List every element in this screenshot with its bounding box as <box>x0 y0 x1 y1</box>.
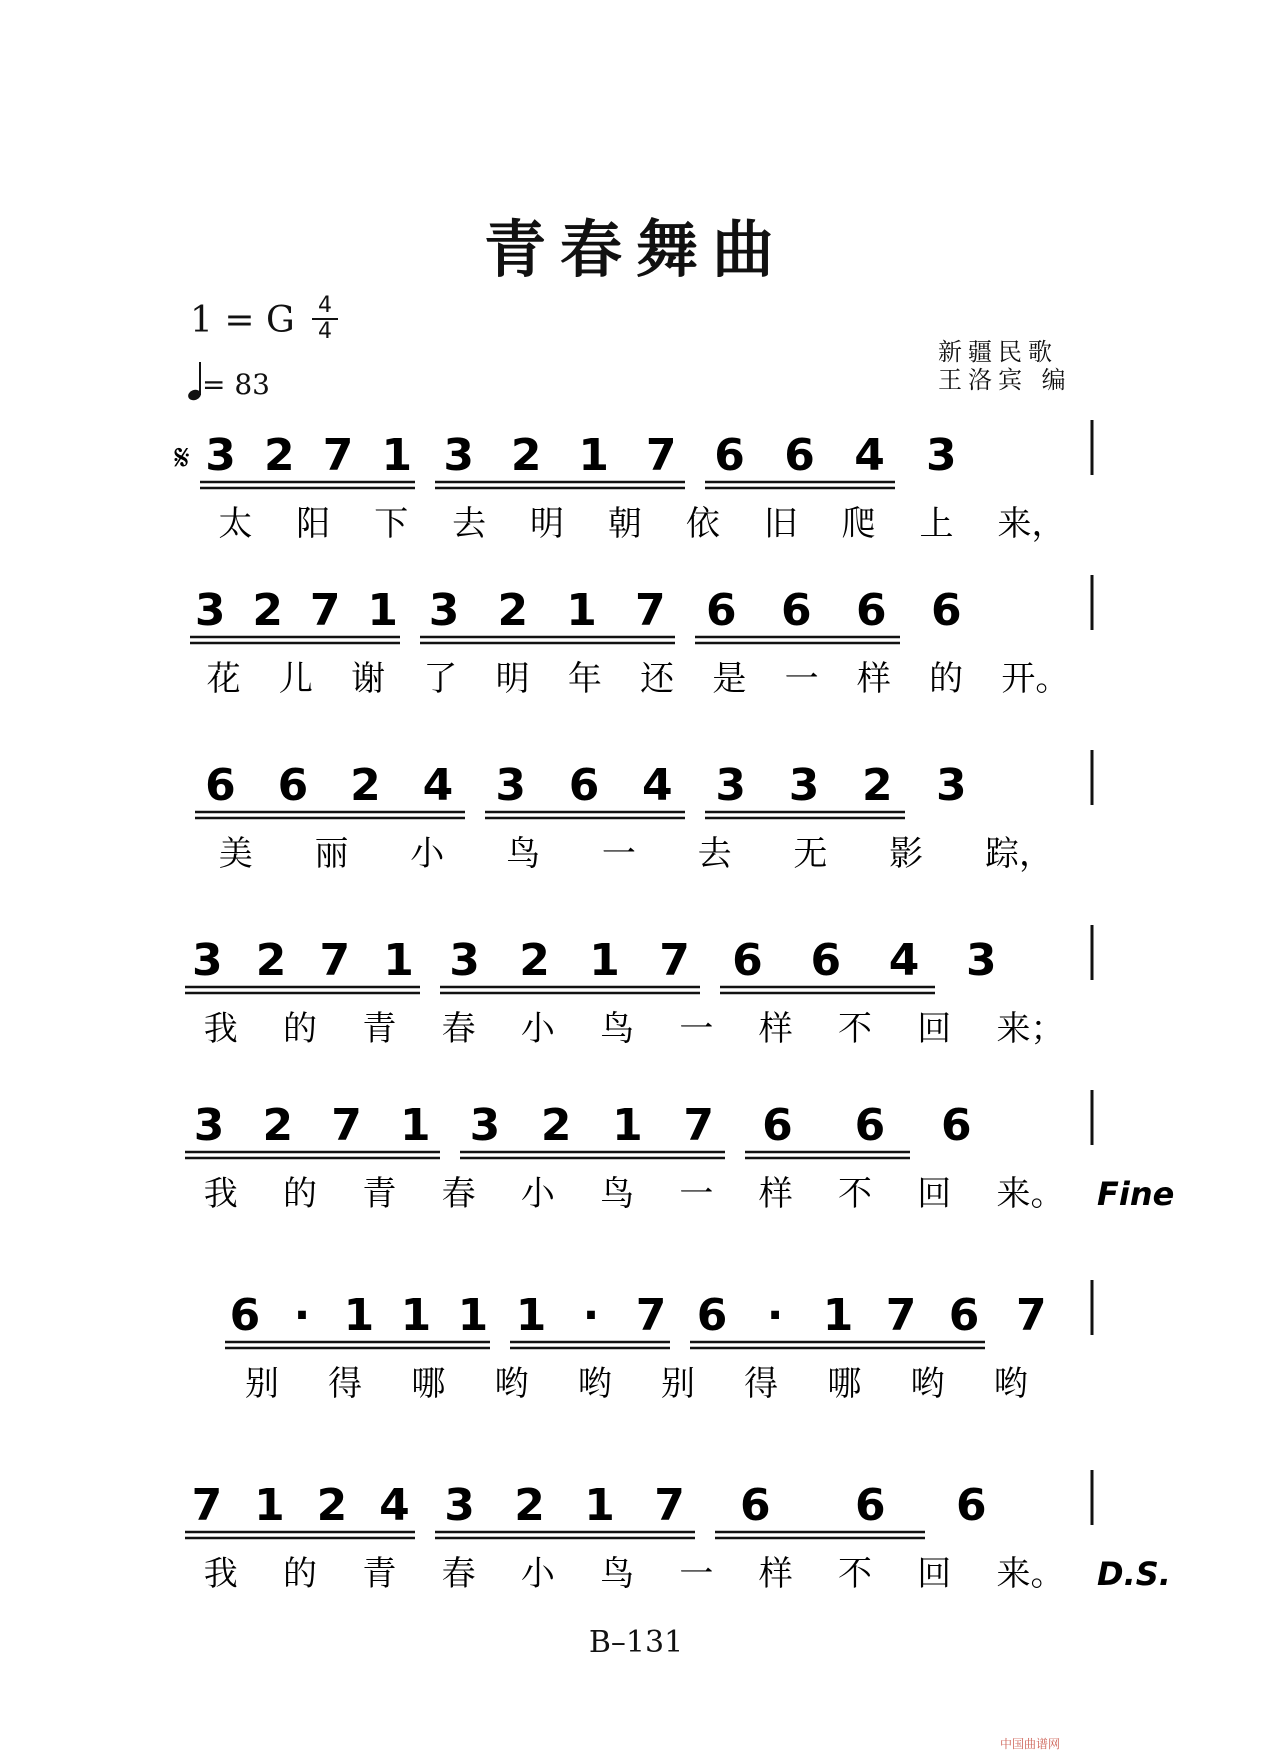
credit-arranger: 王洛宾 编 <box>938 366 1072 394</box>
lyric-r1-2: 谢 <box>351 659 386 699</box>
note-r1-m0-n3: 1 <box>367 585 398 636</box>
lyric-r0-3: 去 <box>452 504 487 544</box>
note-r0-m2-n0: 6 <box>714 430 745 481</box>
note-r4-m1-n1: 2 <box>540 1100 572 1151</box>
note-r5-m2-n1: · <box>766 1290 784 1341</box>
note-r4-m3-n0: 6 <box>940 1100 972 1151</box>
lyric-r6-0: 我 <box>203 1554 238 1594</box>
note-r0-m2-n1: 6 <box>784 430 815 481</box>
lyric-r3-6: 一 <box>679 1009 714 1049</box>
note-r0-m2-n2: 4 <box>854 430 885 481</box>
lyric-r2-8: 踪， <box>984 834 1053 874</box>
note-r2-m0-n1: 6 <box>277 760 309 811</box>
lyric-r1-7: 是 <box>712 659 747 699</box>
note-r4-m2-n0: 6 <box>762 1100 793 1151</box>
song-title: 青春舞曲 <box>483 213 788 286</box>
note-r3-m2-n2: 4 <box>888 935 920 986</box>
lyric-r1-6: 还 <box>640 659 675 699</box>
lyric-r0-4: 明 <box>530 504 565 544</box>
note-r4-m1-n3: 7 <box>683 1100 714 1151</box>
lyric-r1-0: 花 <box>206 659 241 699</box>
segno-icon: 𝄋 <box>174 438 190 479</box>
note-r1-m0-n0: 3 <box>194 585 226 636</box>
note-r5-m2-n4: 6 <box>948 1290 980 1341</box>
note-r1-m1-n0: 3 <box>428 585 460 636</box>
note-r5-m1-n0: 1 <box>515 1290 547 1341</box>
lyric-r5-7: 哪 <box>827 1364 862 1404</box>
note-r2-m0-n3: 4 <box>422 760 454 811</box>
note-r6-m2-n0: 6 <box>739 1480 771 1531</box>
lyric-r5-3: 哟 <box>494 1364 529 1404</box>
lyric-r6-7: 样 <box>758 1554 793 1594</box>
note-r4-m0-n1: 2 <box>262 1100 294 1151</box>
lyric-r0-9: 上 <box>919 504 954 544</box>
note-r0-m3-n0: 3 <box>925 430 957 481</box>
lyric-r3-5: 鸟 <box>600 1009 635 1049</box>
note-r4-m0-n0: 3 <box>193 1100 225 1151</box>
lyric-r2-4: 一 <box>601 834 636 874</box>
note-r2-m2-n2: 2 <box>862 760 893 811</box>
note-r3-m1-n0: 3 <box>449 935 480 986</box>
lyric-r3-0: 我 <box>203 1009 238 1049</box>
note-r0-m1-n0: 3 <box>443 430 474 481</box>
lyric-r4-7: 样 <box>758 1174 793 1214</box>
note-r1-m0-n2: 7 <box>309 585 341 636</box>
page-number: B–131 <box>588 1625 684 1660</box>
note-r4-m2-n1: 6 <box>854 1100 886 1151</box>
note-r5-m0-n3: 1 <box>400 1290 432 1341</box>
note-r3-m1-n1: 2 <box>519 935 550 986</box>
note-r1-m2-n2: 6 <box>855 585 887 636</box>
lyric-r6-6: 一 <box>679 1554 714 1594</box>
note-r3-m1-n3: 7 <box>659 935 690 986</box>
key-signature: 1 = G <box>190 300 295 341</box>
note-r4-m1-n0: 3 <box>469 1100 501 1151</box>
lyric-r0-8: 爬 <box>841 504 876 544</box>
lyric-r6-8: 不 <box>837 1554 872 1594</box>
lyric-r2-1: 丽 <box>314 834 349 874</box>
note-r3-m0-n2: 7 <box>319 935 351 986</box>
note-r6-m0-n0: 7 <box>191 1480 223 1531</box>
lyric-r4-4: 小 <box>520 1174 555 1214</box>
note-r1-m2-n1: 6 <box>780 585 812 636</box>
tempo-value: = 83 <box>202 368 270 401</box>
lyric-r0-2: 下 <box>374 504 409 544</box>
lyric-r1-3: 了 <box>423 659 458 699</box>
note-r0-m1-n2: 1 <box>578 430 609 481</box>
lyric-r0-7: 旧 <box>763 504 798 544</box>
note-r3-m1-n2: 1 <box>589 935 620 986</box>
lyric-r4-5: 鸟 <box>600 1174 635 1214</box>
lyric-r4-9: 回 <box>917 1174 952 1214</box>
lyric-r3-7: 样 <box>758 1009 793 1049</box>
note-r1-m2-n0: 6 <box>705 585 737 636</box>
lyric-r0-6: 依 <box>685 504 720 544</box>
note-r5-m1-n2: 7 <box>635 1290 667 1341</box>
lyric-r2-3: 鸟 <box>506 834 541 874</box>
end-mark-r6: D.S. <box>1097 1555 1171 1593</box>
lyric-r2-0: 美 <box>218 834 253 874</box>
note-r2-m1-n0: 3 <box>495 760 526 811</box>
note-r2-m1-n1: 6 <box>568 760 600 811</box>
lyric-r5-0: 别 <box>244 1364 279 1404</box>
lyric-r1-11: 开。 <box>1001 659 1070 699</box>
note-r3-m2-n0: 6 <box>732 935 763 986</box>
lyric-r0-0: 太 <box>218 504 253 544</box>
lyric-r3-1: 的 <box>283 1009 318 1049</box>
lyric-r3-4: 小 <box>520 1009 555 1049</box>
note-r0-m0-n0: 3 <box>205 430 236 481</box>
note-r3-m0-n0: 3 <box>192 935 223 986</box>
note-r0-m0-n3: 1 <box>381 430 413 481</box>
watermark: 中国曲谱网 <box>1000 1737 1061 1751</box>
note-r5-m0-n0: 6 <box>229 1290 261 1341</box>
lyric-r4-1: 的 <box>283 1174 318 1214</box>
note-r6-m0-n2: 2 <box>316 1480 348 1531</box>
note-r5-m1-n1: · <box>582 1290 600 1341</box>
lyric-r1-10: 的 <box>929 659 964 699</box>
note-r3-m0-n1: 2 <box>255 935 287 986</box>
note-r2-m0-n2: 2 <box>350 760 381 811</box>
note-r0-m0-n1: 2 <box>264 430 295 481</box>
note-r6-m1-n3: 7 <box>654 1480 685 1531</box>
lyric-r3-8: 不 <box>837 1009 872 1049</box>
note-r6-m1-n2: 1 <box>584 1480 615 1531</box>
lyric-r6-2: 青 <box>362 1554 397 1594</box>
note-r3-m2-n1: 6 <box>810 935 842 986</box>
time-signature-bottom: 4 <box>318 319 332 344</box>
note-r1-m1-n2: 1 <box>566 585 597 636</box>
note-r3-m0-n3: 1 <box>383 935 414 986</box>
note-r6-m1-n1: 2 <box>514 1480 545 1531</box>
note-r6-m0-n3: 4 <box>379 1480 410 1531</box>
note-r3-m3-n0: 3 <box>965 935 997 986</box>
lyric-r6-10: 来。 <box>996 1554 1065 1594</box>
lyric-r6-3: 春 <box>441 1554 476 1594</box>
lyric-r1-1: 儿 <box>278 659 313 699</box>
time-signature-top: 4 <box>318 293 332 318</box>
note-r2-m2-n0: 3 <box>715 760 746 811</box>
note-r2-m1-n2: 4 <box>642 760 673 811</box>
note-r1-m1-n1: 2 <box>497 585 529 636</box>
note-r5-m2-n2: 1 <box>822 1290 854 1341</box>
lyric-r0-1: 阳 <box>296 504 331 544</box>
lyric-r2-5: 去 <box>697 834 732 874</box>
lyric-r4-8: 不 <box>837 1174 872 1214</box>
credit-origin: 新疆民歌 <box>938 338 1058 366</box>
lyric-r4-3: 春 <box>441 1174 476 1214</box>
note-r1-m3-n0: 6 <box>930 585 962 636</box>
lyric-r5-2: 哪 <box>411 1364 446 1404</box>
lyric-r4-10: 来。 <box>996 1174 1065 1214</box>
note-r5-m0-n2: 1 <box>343 1290 375 1341</box>
note-r1-m1-n3: 7 <box>635 585 666 636</box>
note-r4-m0-n3: 1 <box>400 1100 431 1151</box>
lyric-r5-5: 别 <box>660 1364 695 1404</box>
note-r0-m1-n3: 7 <box>645 430 677 481</box>
note-r6-m1-n0: 3 <box>444 1480 475 1531</box>
note-r6-m2-n1: 6 <box>854 1480 886 1531</box>
note-r5-m3-n0: 7 <box>1015 1290 1047 1341</box>
note-r0-m0-n2: 7 <box>322 430 354 481</box>
lyric-r2-2: 小 <box>410 834 445 874</box>
note-r1-m0-n1: 2 <box>252 585 283 636</box>
note-r4-m0-n2: 7 <box>331 1100 362 1151</box>
lyric-r3-10: 来； <box>996 1009 1065 1049</box>
lyric-r0-5: 朝 <box>607 504 642 544</box>
lyric-r4-2: 青 <box>362 1174 397 1214</box>
note-r6-m0-n1: 1 <box>254 1480 285 1531</box>
lyric-r5-9: 哟 <box>993 1364 1028 1404</box>
lyric-r3-2: 青 <box>362 1009 397 1049</box>
note-r2-m0-n0: 6 <box>205 760 236 811</box>
lyric-r2-6: 无 <box>793 834 828 874</box>
lyric-r5-8: 哟 <box>910 1364 945 1404</box>
note-r2-m2-n1: 3 <box>788 760 820 811</box>
lyric-r4-6: 一 <box>679 1174 714 1214</box>
lyric-r2-7: 影 <box>889 834 924 874</box>
lyric-r6-1: 的 <box>283 1554 318 1594</box>
lyric-r4-0: 我 <box>203 1174 238 1214</box>
lyric-r3-3: 春 <box>441 1009 476 1049</box>
end-mark-r4: Fine <box>1097 1175 1175 1213</box>
lyric-r5-1: 得 <box>328 1364 363 1404</box>
lyric-r1-9: 样 <box>856 659 891 699</box>
lyric-r1-8: 一 <box>784 659 819 699</box>
note-r6-m3-n0: 6 <box>955 1480 987 1531</box>
note-r5-m0-n4: 1 <box>457 1290 489 1341</box>
note-r2-m3-n0: 3 <box>935 760 967 811</box>
lyric-r0-10: 来， <box>997 504 1066 544</box>
note-r5-m2-n3: 7 <box>885 1290 917 1341</box>
note-r5-m0-n1: · <box>293 1290 311 1341</box>
note-r0-m1-n1: 2 <box>510 430 542 481</box>
lyric-r1-4: 明 <box>495 659 530 699</box>
note-r4-m1-n2: 1 <box>612 1100 643 1151</box>
lyric-r5-4: 哟 <box>577 1364 612 1404</box>
note-r5-m2-n0: 6 <box>696 1290 728 1341</box>
lyric-r6-9: 回 <box>917 1554 952 1594</box>
lyric-r6-4: 小 <box>520 1554 555 1594</box>
lyric-r5-6: 得 <box>744 1364 779 1404</box>
lyric-r6-5: 鸟 <box>600 1554 635 1594</box>
lyric-r1-5: 年 <box>567 659 602 699</box>
lyric-r3-9: 回 <box>917 1009 952 1049</box>
